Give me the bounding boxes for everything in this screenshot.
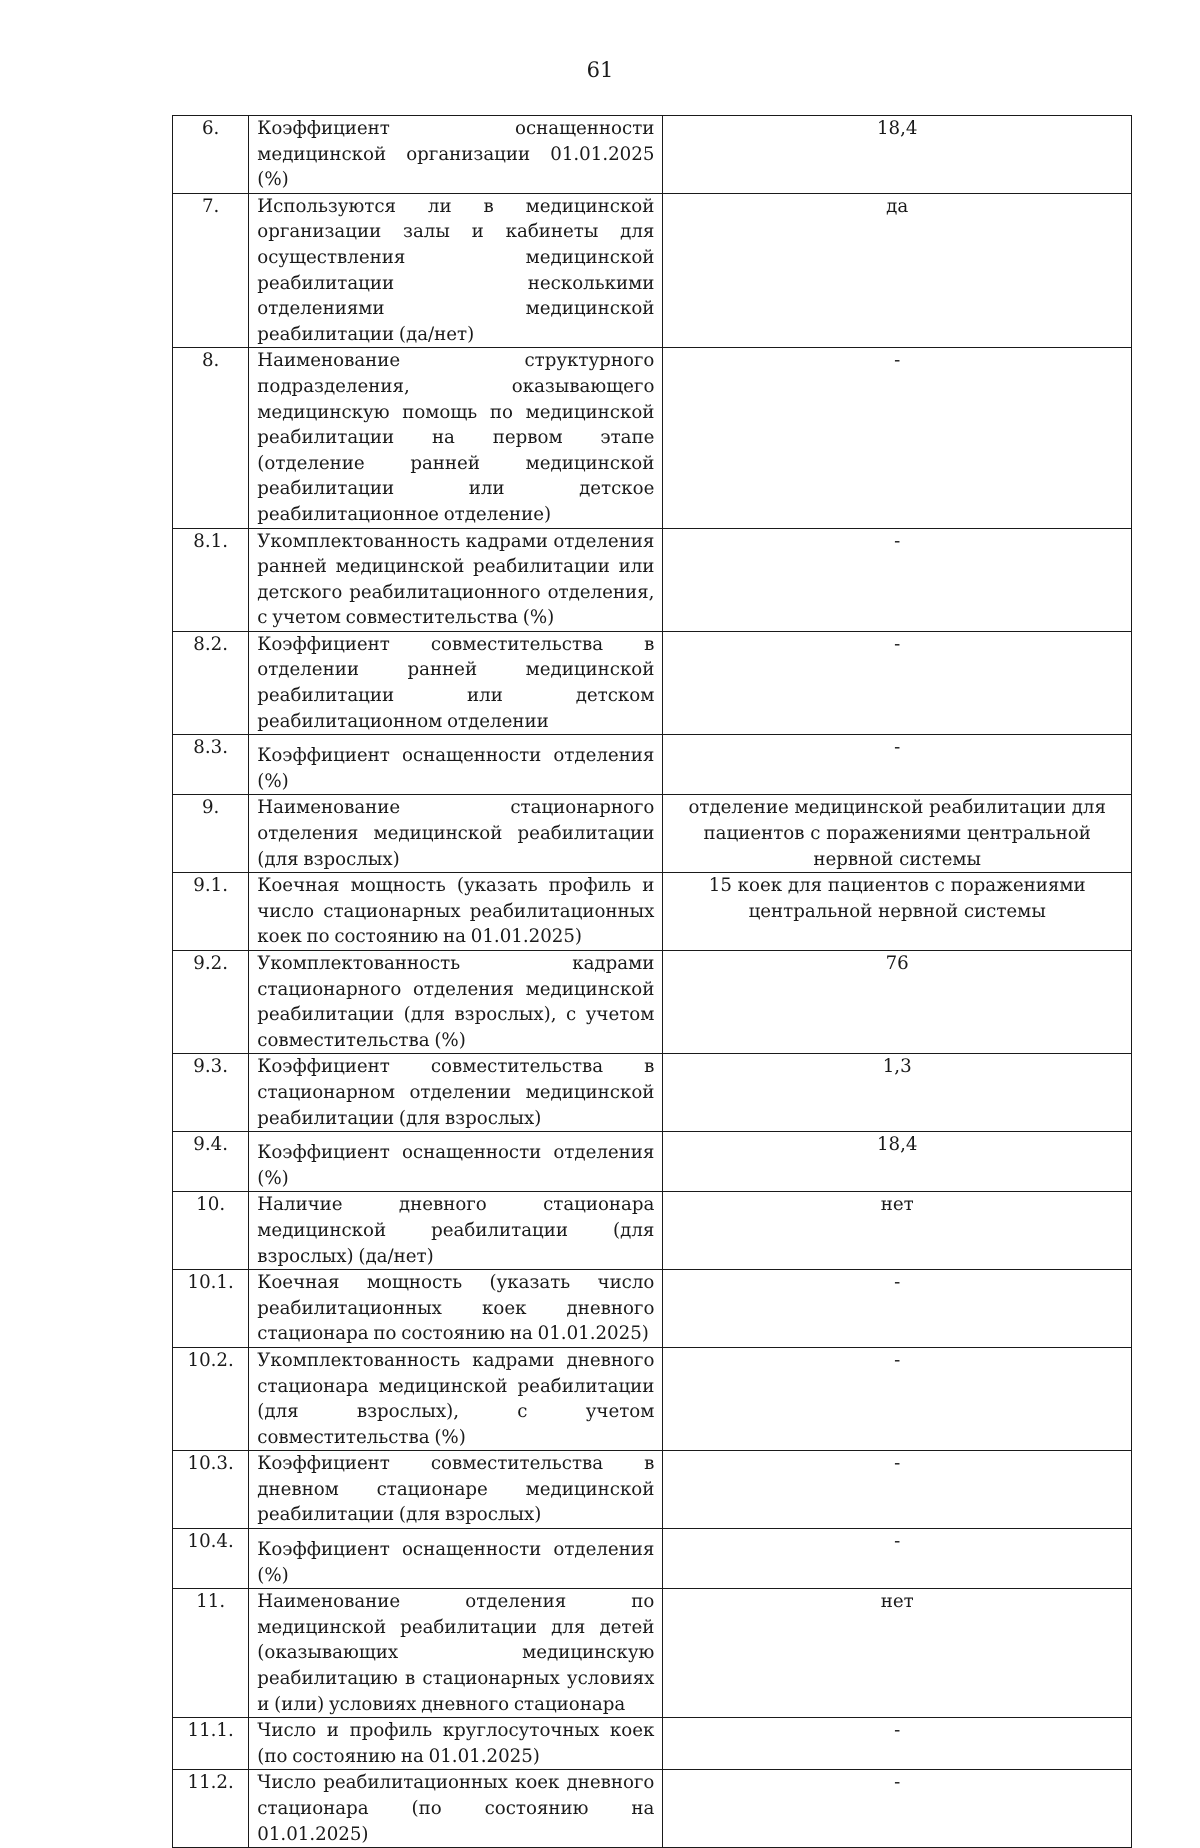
row-number: 11.1.: [173, 1718, 249, 1770]
row-indicator: Коэффициент совместительства в стационарном отделении медицинской реабилитации (для взрослых): [249, 1054, 663, 1132]
row-number: 9.: [173, 795, 249, 873]
table-row: [173, 1054, 1132, 1132]
row-number: 10.2.: [173, 1347, 249, 1450]
row-indicator: Коэффициент совместительства в дневном стационаре медицинской реабилитации (для взрослых): [249, 1451, 663, 1529]
row-indicator: Укомплектованность кадрами дневного стационара медицинской реабилитации (для взрослых), с учетом совместительства (%): [249, 1347, 663, 1450]
row-value: -: [663, 631, 1132, 734]
row-indicator: Коэффициент оснащенности отделения (%): [249, 1132, 663, 1192]
table-row: [173, 1589, 1132, 1718]
row-number: 9.3.: [173, 1054, 249, 1132]
row-indicator: Коэффициент оснащенности медицинской организации 01.01.2025 (%): [249, 116, 663, 194]
row-indicator: Наименование отделения по медицинской реабилитации для детей (оказывающих медицинскую реабилитацию в стационарных условиях и (или) условиях дневного стационара: [249, 1589, 663, 1718]
row-value: -: [663, 348, 1132, 528]
row-number: 8.: [173, 348, 249, 528]
row-value: -: [663, 1770, 1132, 1848]
row-number: 8.3.: [173, 735, 249, 795]
row-number: 10.4.: [173, 1529, 249, 1589]
row-value: -: [663, 1270, 1132, 1348]
row-number: 10.: [173, 1192, 249, 1270]
row-number: 11.2.: [173, 1770, 249, 1848]
row-indicator: Коэффициент оснащенности отделения (%): [249, 735, 663, 795]
row-value: 15 коек для пациентов с поражениями центральной нервной системы: [663, 873, 1132, 951]
table-row: [173, 873, 1132, 951]
row-value: нет: [663, 1192, 1132, 1270]
row-indicator: Число и профиль круглосуточных коек (по состоянию на 01.01.2025): [249, 1718, 663, 1770]
table-row: [173, 735, 1132, 795]
row-value: -: [663, 1529, 1132, 1589]
row-value: 76: [663, 951, 1132, 1054]
table-row: [173, 1132, 1132, 1192]
table-row: [173, 1270, 1132, 1348]
table-row: [173, 795, 1132, 873]
row-number: 9.1.: [173, 873, 249, 951]
row-indicator: Укомплектованность кадрами стационарного отделения медицинской реабилитации (для взрослых), с учетом совместительства (%): [249, 951, 663, 1054]
row-indicator: Используются ли в медицинской организации залы и кабинеты для осуществления медицинской реабилитации несколькими отделениями медицинской реабилитации (да/нет): [249, 193, 663, 348]
row-value: нет: [663, 1589, 1132, 1718]
table-row: [173, 951, 1132, 1054]
row-number: 8.2.: [173, 631, 249, 734]
table-row: [173, 1347, 1132, 1450]
table-row: [173, 528, 1132, 631]
row-value: -: [663, 1718, 1132, 1770]
row-number: 10.1.: [173, 1270, 249, 1348]
row-number: 9.4.: [173, 1132, 249, 1192]
row-value: -: [663, 528, 1132, 631]
row-value: -: [663, 1347, 1132, 1450]
row-number: 7.: [173, 193, 249, 348]
row-number: 6.: [173, 116, 249, 194]
row-number: 9.2.: [173, 951, 249, 1054]
row-indicator: Коечная мощность (указать число реабилитационных коек дневного стационара по состоянию на 01.01.2025): [249, 1270, 663, 1348]
row-indicator: Наименование структурного подразделения, оказывающего медицинскую помощь по медицинской реабилитации на первом этапе (отделение ранней медицинской реабилитации или детское реабилитационное отделение): [249, 348, 663, 528]
row-indicator: Коэффициент совместительства в отделении ранней медицинской реабилитации или детском реабилитационном отделении: [249, 631, 663, 734]
table-row: [173, 116, 1132, 194]
table-row: [173, 1192, 1132, 1270]
row-indicator: Наличие дневного стационара медицинской реабилитации (для взрослых) (да/нет): [249, 1192, 663, 1270]
table-row: [173, 1770, 1132, 1848]
row-value: -: [663, 1451, 1132, 1529]
table-row: [173, 1718, 1132, 1770]
page-number: 61: [586, 58, 614, 82]
row-value: отделение медицинской реабилитации для пациентов с поражениями центральной нервной системы: [663, 795, 1132, 873]
row-value: 1,3: [663, 1054, 1132, 1132]
table-row: [173, 1451, 1132, 1529]
row-indicator: Число реабилитационных коек дневного стационара (по состоянию на 01.01.2025): [249, 1770, 663, 1848]
table-row: [173, 348, 1132, 528]
row-value: -: [663, 735, 1132, 795]
row-indicator: Наименование стационарного отделения медицинской реабилитации (для взрослых): [249, 795, 663, 873]
row-indicator: Коэффициент оснащенности отделения (%): [249, 1529, 663, 1589]
row-number: 11.: [173, 1589, 249, 1718]
table-row: [173, 631, 1132, 734]
indicators-table: [172, 115, 1132, 1848]
row-indicator: Коечная мощность (указать профиль и число стационарных реабилитационных коек по состоянию на 01.01.2025): [249, 873, 663, 951]
row-indicator: Укомплектованность кадрами отделения ранней медицинской реабилитации или детского реабилитационного отделения, с учетом совместительства (%): [249, 528, 663, 631]
row-value: 18,4: [663, 1132, 1132, 1192]
table-row: [173, 193, 1132, 348]
row-value: да: [663, 193, 1132, 348]
row-number: 8.1.: [173, 528, 249, 631]
row-value: 18,4: [663, 116, 1132, 194]
table-row: [173, 1529, 1132, 1589]
row-number: 10.3.: [173, 1451, 249, 1529]
